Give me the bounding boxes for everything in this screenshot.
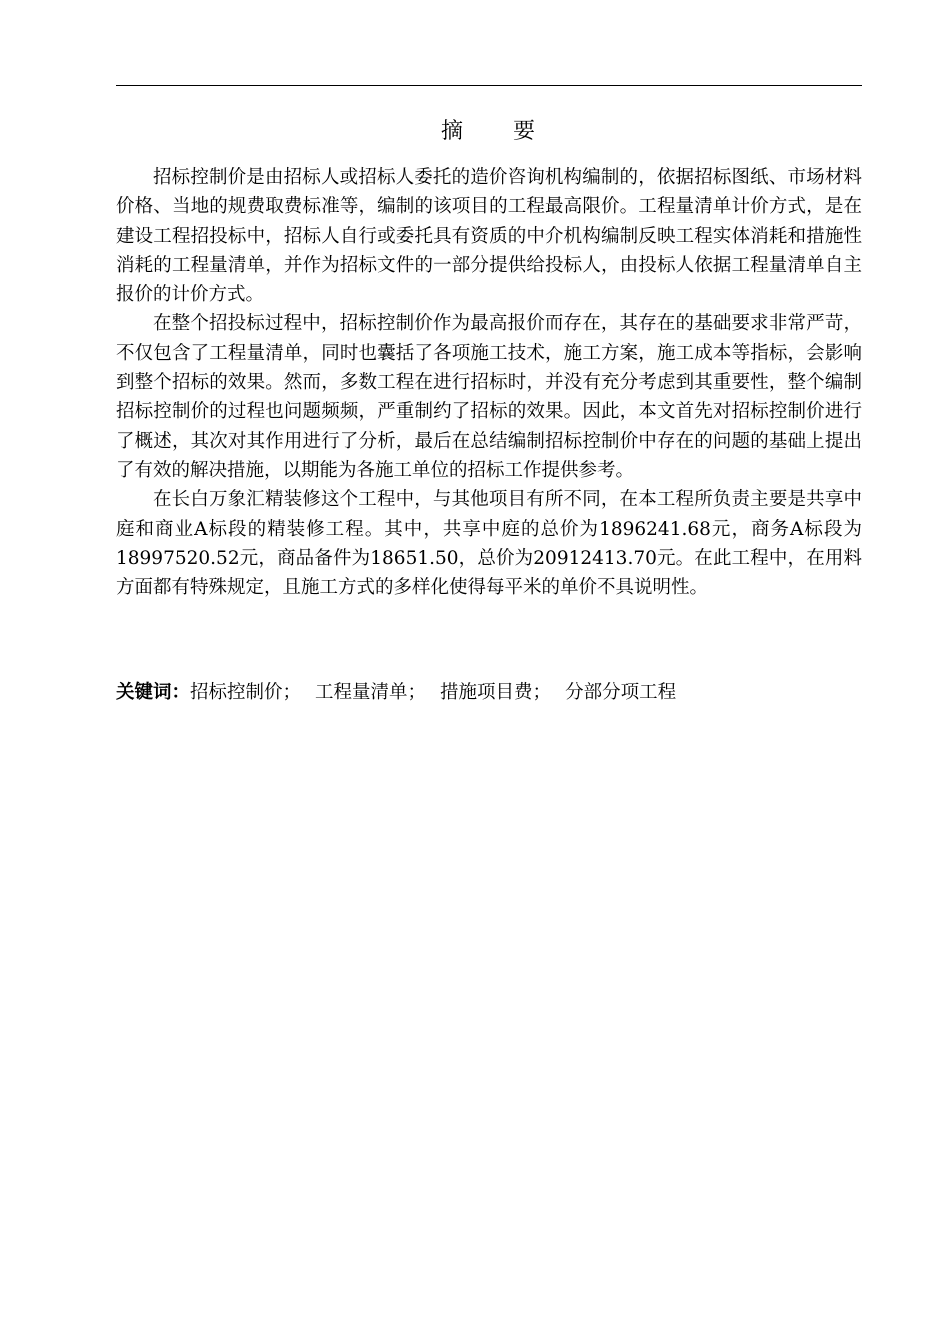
abstract-paragraph-2: 在整个招投标过程中，招标控制价作为最高报价而存在，其存在的基础要求非常严苛，不仅包含了工程量清单，同时也囊括了各项施工技术，施工方案，施工成本等指标，会影响到整个招标的效果。然而，多数工程在进行招标时，并没有充分考虑到其重要性，整个编制招标控制价的过程也问题频频，严重制约了招标的效果。因此，本文首先对招标控制价进行了概述，其次对其作用进行了分析，最后在总结编制招标控制价中存在的问题的基础上提出了有效的解决措施，以期能为各施工单位的招标工作提供参考。 [116, 313, 862, 481]
keyword-item: 分部分项工程 [565, 682, 677, 703]
header-rule [116, 85, 862, 86]
keywords-line [116, 678, 862, 708]
keywords-label: 关键词： [116, 682, 191, 703]
keyword-item: 工程量清单； [315, 682, 427, 703]
keyword-item: 招标控制价； [190, 682, 302, 703]
abstract-paragraph-1: 招标控制价是由招标人或招标人委托的造价咨询机构编制的，依据招标图纸、市场材料价格、当地的规费取费标准等，编制的该项目的工程最高限价。工程量清单计价方式，是在建设工程招投标中，招标人自行或委托具有资质的中介机构编制反映工程实体消耗和措施性消耗的工程量清单，并作为招标文件的一部分提供给投标人，由投标人依据工程量清单自主报价的计价方式。 [116, 167, 862, 306]
abstract-body [116, 163, 862, 602]
abstract-title: 摘 要 [440, 119, 537, 144]
keyword-item: 措施项目费； [440, 682, 552, 703]
abstract-paragraph-3: 在长白万象汇精装修这个工程中，与其他项目有所不同，在本工程所负责主要是共享中庭和商业A标段的精装修工程。其中，共享中庭的总价为1896241.68元，商务A标段为18997520.52元，商品备件为18651.50，总价为20912413.70元。在此工程中，在用料方面都有特殊规定，且施工方式的多样化使得每平米的单价不具说明性。 [116, 489, 862, 599]
